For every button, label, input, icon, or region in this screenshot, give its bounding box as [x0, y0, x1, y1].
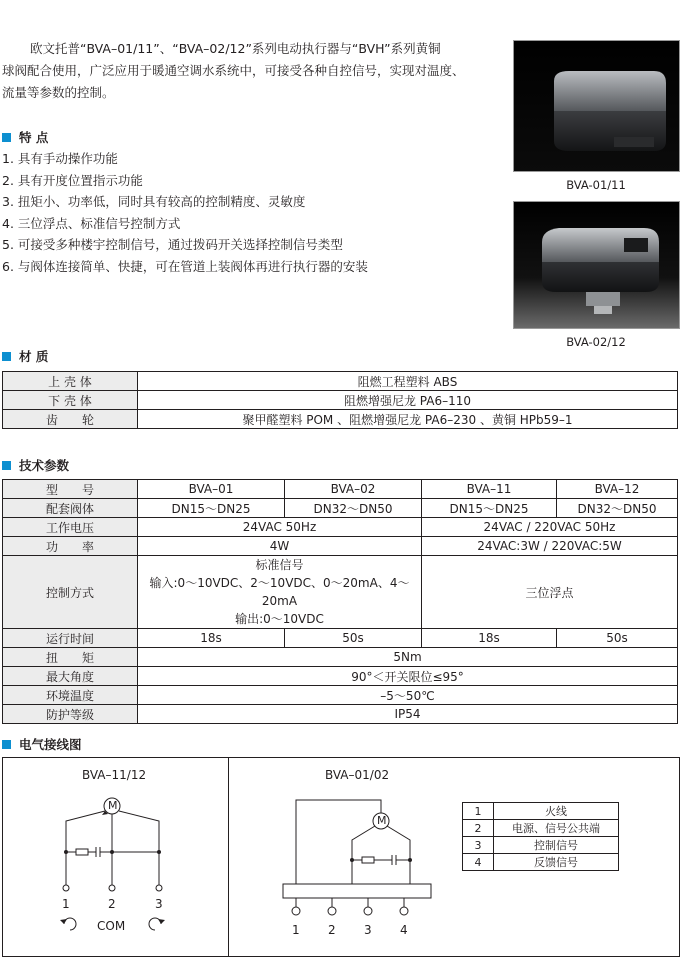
table-cell: 4 — [463, 854, 494, 871]
table-cell: 5Nm — [138, 648, 678, 667]
table-row — [463, 854, 619, 871]
table-cell: DN32～DN50 — [285, 499, 422, 518]
control-line: 输出:0～10VDC — [235, 612, 324, 626]
table-cell: –5～50℃ — [138, 686, 678, 705]
table-cell: 1 — [463, 803, 494, 820]
table-cell: 下 壳 体 — [3, 391, 138, 410]
table-cell: BVA–01 — [138, 480, 285, 499]
table-cell: 90°＜开关限位≤95° — [138, 667, 678, 686]
table-cell: 三位浮点 — [422, 556, 678, 629]
section-heading-wiring: 电气接线图 — [2, 735, 82, 753]
terminal-label: 2 — [328, 923, 336, 937]
motor-label: M — [108, 799, 118, 812]
table-cell: DN15～DN25 — [422, 499, 557, 518]
control-line: 输入:0～10VDC、2～10VDC、0～20mA、4～20mA — [149, 576, 410, 608]
table-cell: 50s — [557, 629, 678, 648]
table-cell: 阻燃工程塑料 ABS — [138, 372, 678, 391]
table-cell: 24VAC / 220VAC 50Hz — [422, 518, 678, 537]
table-cell: 环境温度 — [3, 686, 138, 705]
motor-label: M — [377, 814, 387, 827]
table-cell: 4W — [138, 537, 422, 556]
table-cell: 防护等级 — [3, 705, 138, 724]
table-cell: BVA–11 — [422, 480, 557, 499]
table-cell: 电源、信号公共端 — [494, 820, 619, 837]
table-cell: BVA–02 — [285, 480, 422, 499]
control-line: 标准信号 — [255, 558, 304, 572]
section-heading-features: 特 点 — [2, 128, 48, 146]
table-cell: 24VAC:3W / 220VAC:5W — [422, 537, 678, 556]
list-item: 3. 扭矩小、功率低，同时具有较高的控制精度、灵敏度 — [2, 194, 306, 209]
photo-caption: BVA-02/12 — [566, 335, 626, 349]
table-cell: 控制方式 — [3, 556, 138, 629]
table-cell: 50s — [285, 629, 422, 648]
table-cell: 2 — [463, 820, 494, 837]
terminal-block — [283, 884, 431, 898]
table-row — [463, 837, 619, 854]
section-heading-materials: 材 质 — [2, 347, 48, 365]
list-item: 1. 具有手动操作功能 — [2, 151, 118, 166]
intro-line: 欧文托普“BVA–01/11”、“BVA–02/12”系列电动执行器与“BVH”系列黄铜 — [30, 41, 441, 56]
table-cell: 运行时间 — [3, 629, 138, 648]
table-cell: 工作电压 — [3, 518, 138, 537]
section-heading-specs: 技术参数 — [2, 456, 69, 474]
table-row — [463, 803, 619, 820]
intro-line: 流量等参数的控制。 — [2, 85, 115, 100]
table-cell: 24VAC 50Hz — [138, 518, 422, 537]
wiring-legend-table — [462, 802, 619, 871]
list-item: 2. 具有开度位置指示功能 — [2, 172, 143, 188]
photo-caption: BVA-01/11 — [566, 178, 626, 192]
table-cell: 反馈信号 — [494, 854, 619, 871]
terminal-label: 2 — [108, 897, 116, 911]
intro-line: 球阀配合使用，广泛应用于暖通空调水系统中，可接受各种自控信号，实现对温度、 — [2, 63, 465, 78]
table-cell: 18s — [138, 629, 285, 648]
table-cell: 上 壳 体 — [3, 372, 138, 391]
list-item: 4. 三位浮点、标准信号控制方式 — [2, 215, 181, 231]
table-cell: 齿 轮 — [3, 410, 138, 429]
com-label: COM — [97, 919, 126, 933]
wiring-left-title: BVA–11/12 — [82, 768, 147, 782]
terminal-label: 1 — [292, 923, 300, 937]
table-cell: 聚甲醛塑料 POM 、阻燃增强尼龙 PA6–230 、黄铜 HPb59–1 — [138, 410, 678, 429]
resistor-icon — [362, 857, 374, 863]
list-item: 5. 可接受多种楼宇控制信号，通过拨码开关选择控制信号类型 — [2, 237, 343, 252]
table-cell: 功 率 — [3, 537, 138, 556]
table-cell: 火线 — [494, 803, 619, 820]
table-cell: 阻燃增强尼龙 PA6–110 — [138, 391, 678, 410]
terminal-label: 1 — [62, 897, 70, 911]
terminal-label: 3 — [155, 897, 163, 911]
terminal-label: 4 — [400, 923, 408, 937]
table-cell: 型 号 — [3, 480, 138, 499]
resistor-icon — [76, 849, 88, 855]
table-cell: 3 — [463, 837, 494, 854]
wiring-right-title: BVA–01/02 — [325, 768, 390, 782]
table-cell: 控制信号 — [494, 837, 619, 854]
table-cell: DN32～DN50 — [557, 499, 678, 518]
table-row — [463, 820, 619, 837]
table-cell: 最大角度 — [3, 667, 138, 686]
table-cell: 配套阀体 — [3, 499, 138, 518]
table-cell: 扭 矩 — [3, 648, 138, 667]
table-cell: IP54 — [138, 705, 678, 724]
terminal-label: 3 — [364, 923, 372, 937]
table-cell: DN15～DN25 — [138, 499, 285, 518]
list-item: 6. 与阀体连接简单、快捷，可在管道上装阀体再进行执行器的安装 — [2, 258, 368, 274]
table-cell: BVA–12 — [557, 480, 678, 499]
table-cell: 18s — [422, 629, 557, 648]
